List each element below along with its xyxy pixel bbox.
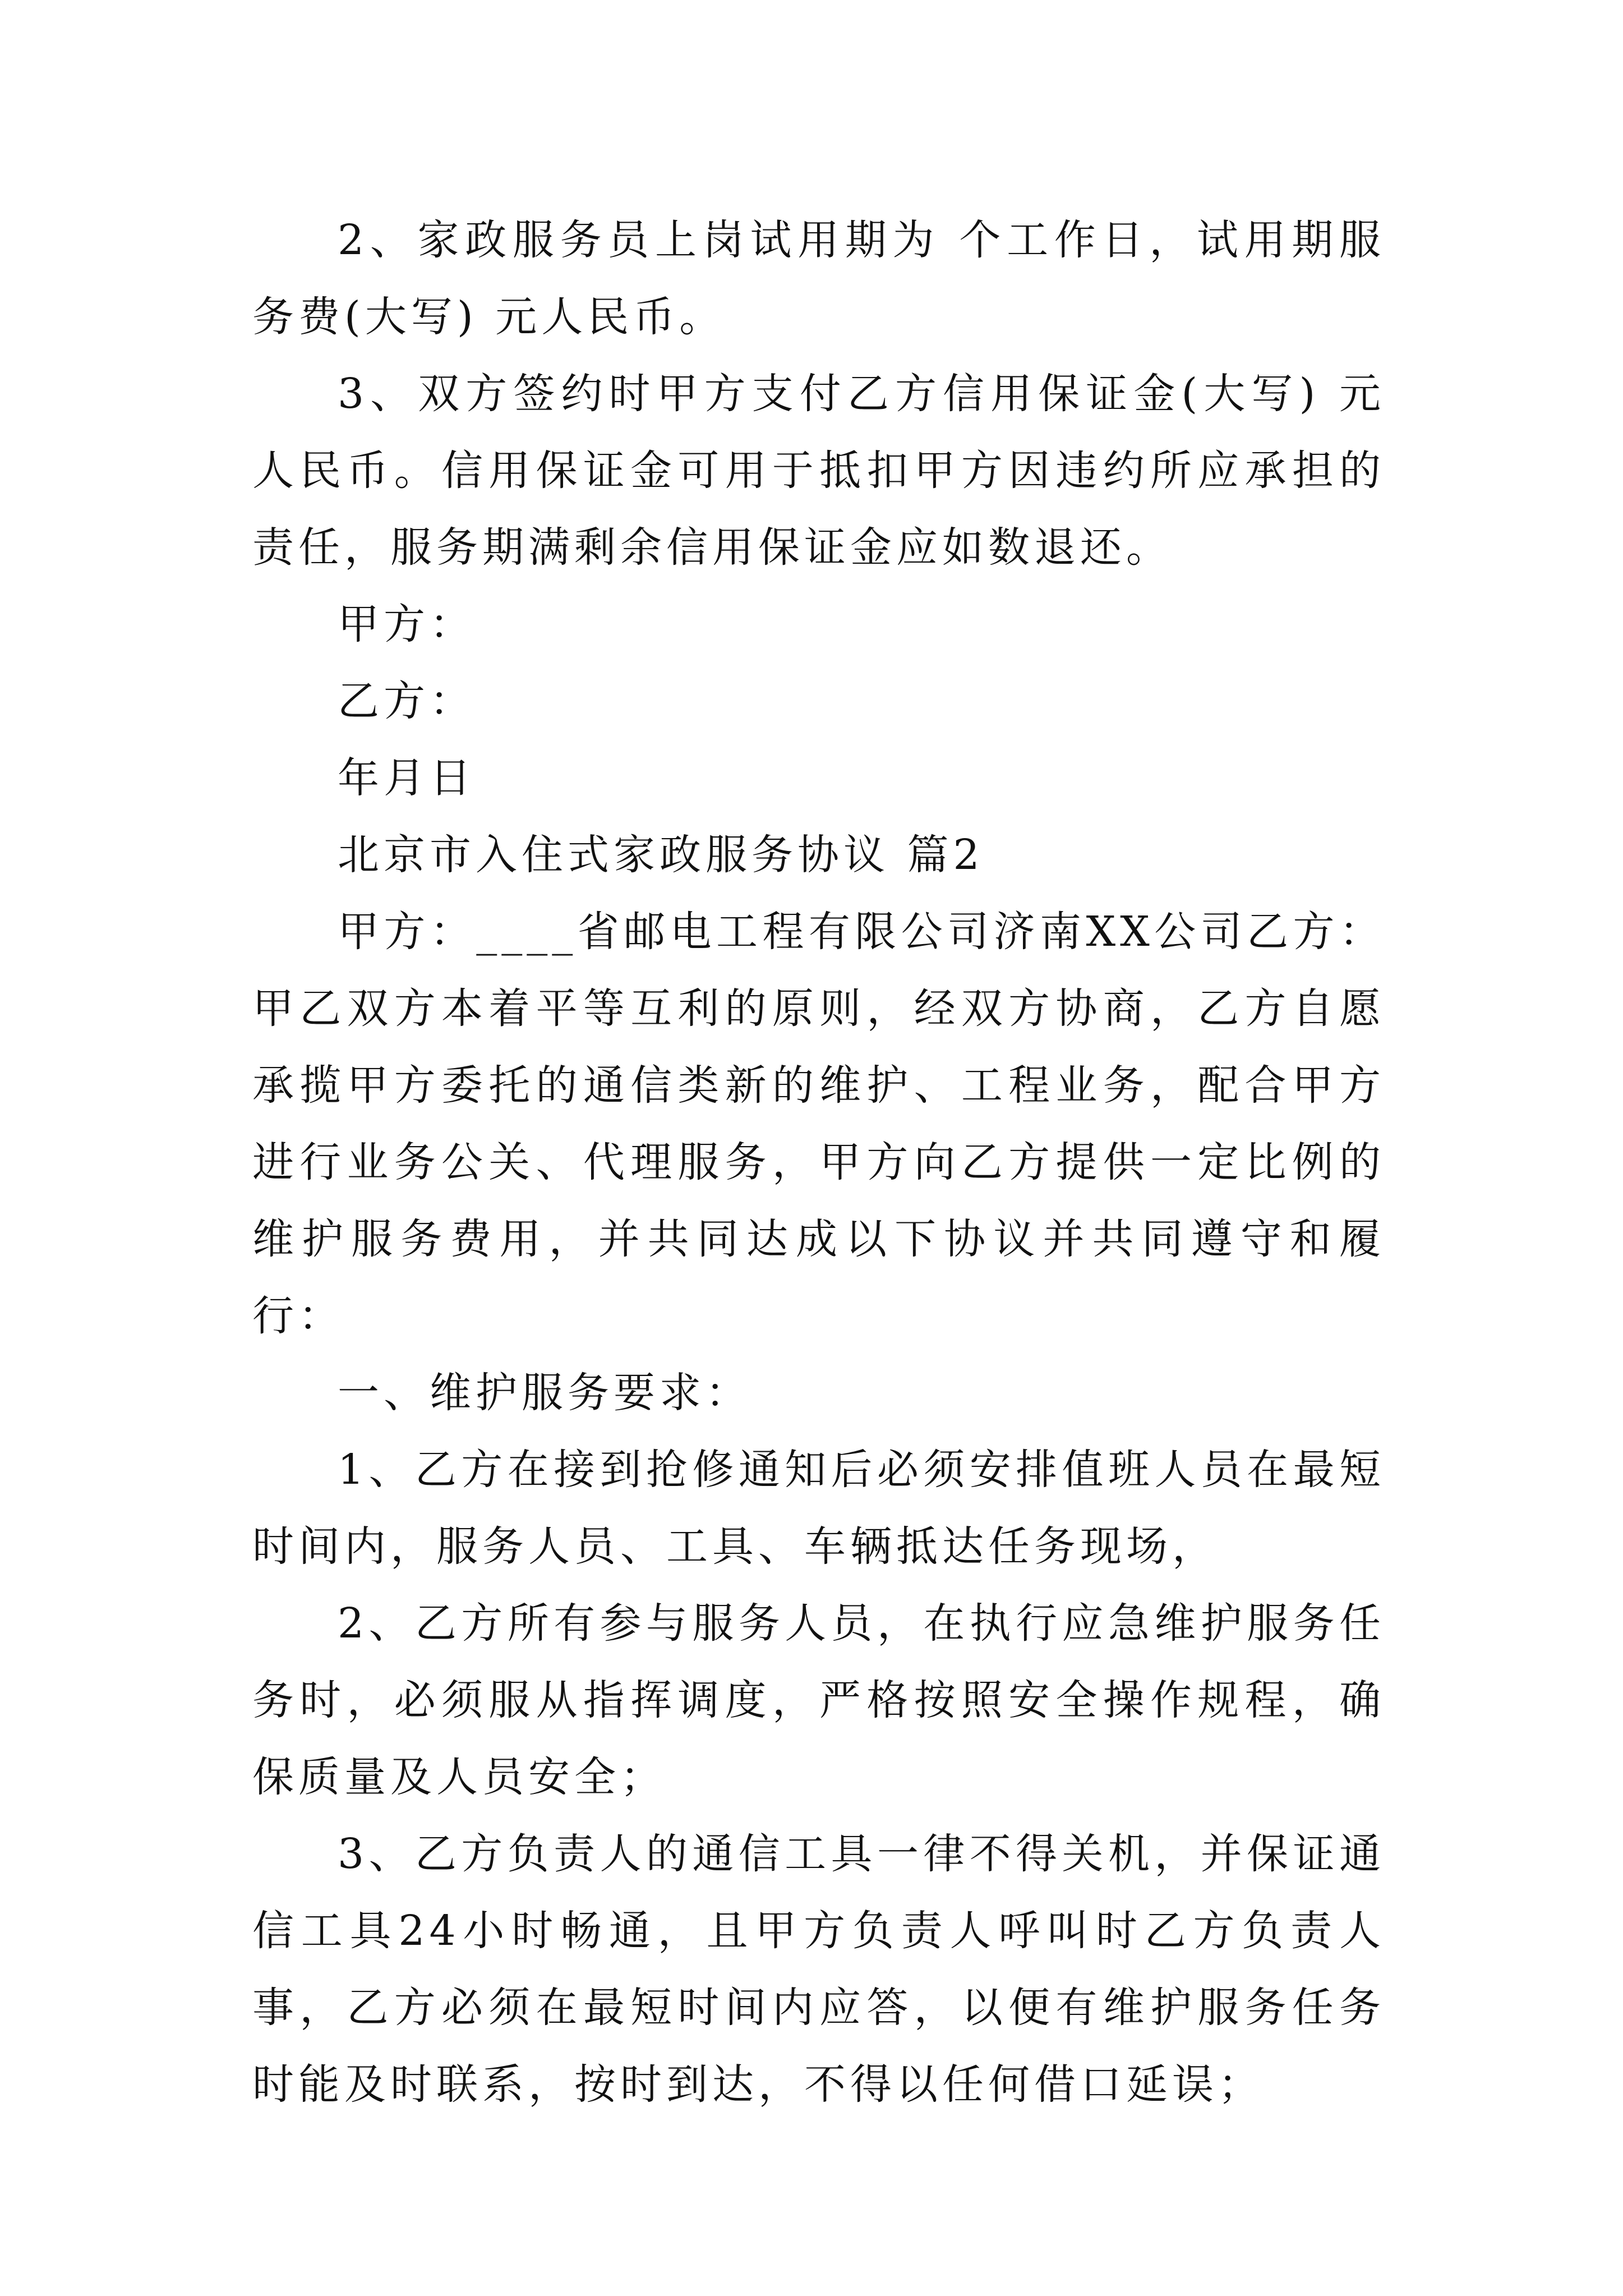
heading-maintenance-requirements: 一、维护服务要求：: [338, 1369, 751, 1417]
paragraph-parties-agreement: 甲方：____省邮电工程有限公司济南XX公司乙方：甲乙双方本着平等互利的原则，经双方协商，乙方自愿承揽甲方委托的通信类新的维护、工程业务，配合甲方进行业务公关、代理服务，甲方向乙方提供一定比例的维护服务费用，并共同达成以下协议并共同遵守和履行：: [252, 908, 1385, 1340]
section-title: 北京市入住式家政服务协议 篇2: [338, 831, 984, 879]
paragraph-repair-notice: 1、乙方在接到抢修通知后必须安排值班人员在最短时间内，服务人员、工具、车辆抵达任务现场，: [252, 1446, 1385, 1571]
party-a-signature-line: 甲方：: [338, 600, 476, 648]
party-b-signature-line: 乙方：: [338, 677, 476, 725]
paragraph-trial-period: 2、家政服务员上岗试用期为 个工作日，试用期服务费(大写) 元人民币。: [252, 216, 1385, 341]
paragraph-communication-tools: 3、乙方负责人的通信工具一律不得关机，并保证通信工具24小时畅通，且甲方负责人呼叫时乙方负责人事，乙方必须在最短时间内应答，以便有维护服务任务时能及时联系，按时到达，不得以任何借口延误；: [252, 1830, 1385, 2109]
document-body: [252, 202, 1385, 2123]
paragraph-credit-deposit: 3、双方签约时甲方支付乙方信用保证金(大写) 元人民币。信用保证金可用于抵扣甲方因违约所应承担的责任，服务期满剩余信用保证金应如数退还。: [252, 370, 1385, 572]
paragraph-service-personnel: 2、乙方所有参与服务人员，在执行应急维护服务任务时，必须服从指挥调度，严格按照安全操作规程，确保质量及人员安全；: [252, 1599, 1385, 1801]
date-line: 年月日: [338, 754, 476, 802]
